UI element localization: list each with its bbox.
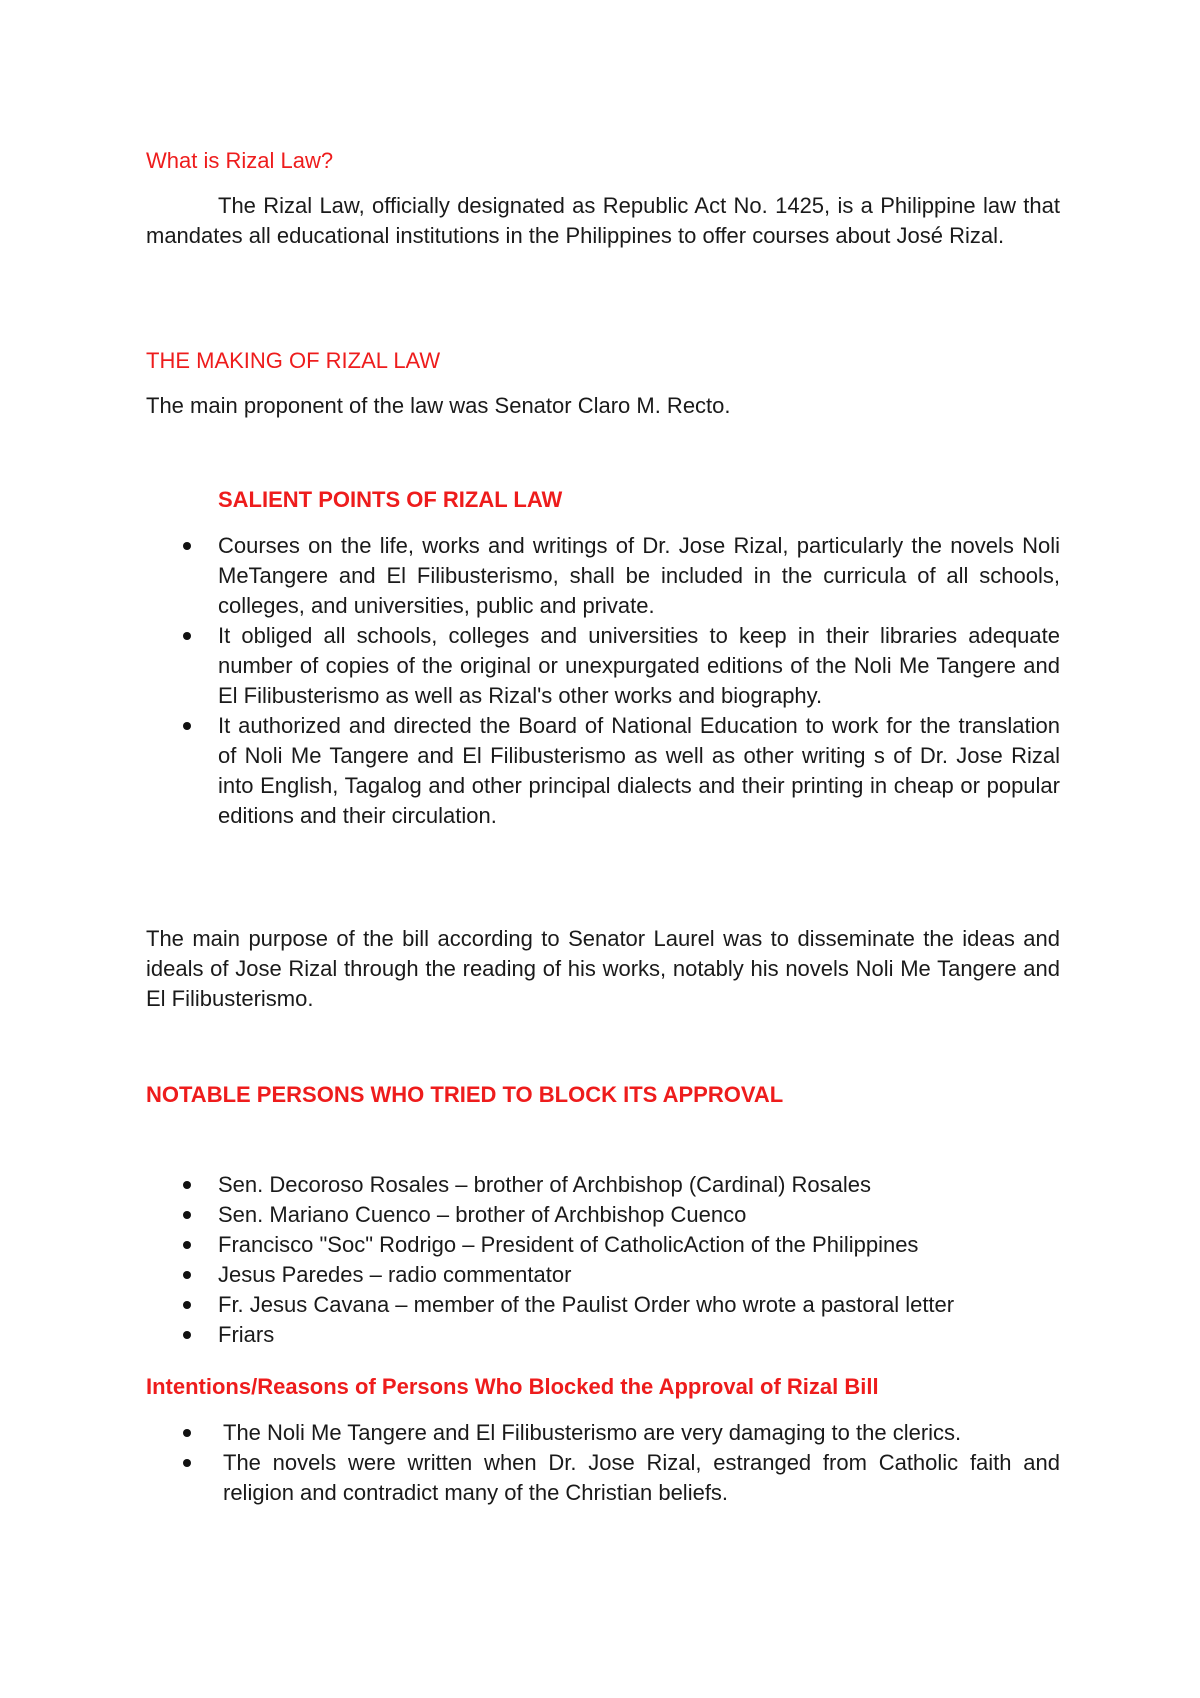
bullet-icon xyxy=(183,542,191,550)
bullet-icon xyxy=(183,1301,191,1309)
intentions-list xyxy=(223,1418,1060,1508)
list-item: It obliged all schools, colleges and universities to keep in their libraries adequate number of copies of the original or unexpurgated editions of the Noli Me Tangere and El Filibusterismo as well as Rizal's other works and biography. xyxy=(218,621,1060,711)
list-item: Sen. Mariano Cuenco – brother of Archbishop Cuenco xyxy=(218,1200,1060,1230)
bullet-icon xyxy=(183,722,191,730)
bullet-icon xyxy=(183,632,191,640)
bullet-icon xyxy=(183,1459,191,1467)
bullet-icon xyxy=(183,1241,191,1249)
heading-making-of-rizal-law: THE MAKING OF RIZAL LAW xyxy=(146,348,441,373)
paragraph-main-purpose: The main purpose of the bill according to Senator Laurel was to disseminate the ideas and ideals of Jose Rizal through the reading of his works, notably his novels Noli Me Tangere and El Filibusterismo. xyxy=(146,926,1060,1011)
list-item: Sen. Decoroso Rosales – brother of Archbishop (Cardinal) Rosales xyxy=(218,1170,1060,1200)
heading-salient-points: SALIENT POINTS OF RIZAL LAW xyxy=(218,487,563,512)
bullet-icon xyxy=(183,1429,191,1437)
list-item: Francisco "Soc" Rodrigo – President of CatholicAction of the Philippines xyxy=(218,1230,1060,1260)
heading-what-is-rizal-law: What is Rizal Law? xyxy=(146,148,334,173)
list-item: It authorized and directed the Board of National Education to work for the translation of Noli Me Tangere and El Filibusterismo as well as other writing s of Dr. Jose Rizal into English, Tagalog and other principal dialects and their printing in cheap or popular editions and their circulation. xyxy=(218,711,1060,831)
bullet-icon xyxy=(183,1331,191,1339)
heading-notable-persons: NOTABLE PERSONS WHO TRIED TO BLOCK ITS APPROVAL xyxy=(146,1082,784,1107)
list-item: The novels were written when Dr. Jose Rizal, estranged from Catholic faith and religion and contradict many of the Christian beliefs. xyxy=(223,1448,1060,1508)
bullet-icon xyxy=(183,1181,191,1189)
heading-intentions-reasons: Intentions/Reasons of Persons Who Blocked the Approval of Rizal Bill xyxy=(146,1374,879,1399)
list-item: Jesus Paredes – radio commentator xyxy=(218,1260,1060,1290)
paragraph-rizal-law-definition: The Rizal Law, officially designated as Republic Act No. 1425, is a Philippine law that mandates all educational institutions in the Philippines to offer courses about José Rizal. xyxy=(146,193,1060,248)
notable-persons-list xyxy=(218,1170,1060,1350)
paragraph-main-proponent: The main proponent of the law was Senator Claro M. Recto. xyxy=(146,393,731,418)
list-item: Fr. Jesus Cavana – member of the Paulist Order who wrote a pastoral letter xyxy=(218,1290,1060,1320)
list-item: Courses on the life, works and writings of Dr. Jose Rizal, particularly the novels Noli MeTangere and El Filibusterismo, shall be included in the curricula of all schools, colleges, and universities, public and private. xyxy=(218,531,1060,621)
list-item: Friars xyxy=(218,1320,1060,1350)
bullet-icon xyxy=(183,1211,191,1219)
list-item: The Noli Me Tangere and El Filibusterismo are very damaging to the clerics. xyxy=(223,1418,1060,1448)
salient-points-list xyxy=(218,531,1060,831)
bullet-icon xyxy=(183,1271,191,1279)
